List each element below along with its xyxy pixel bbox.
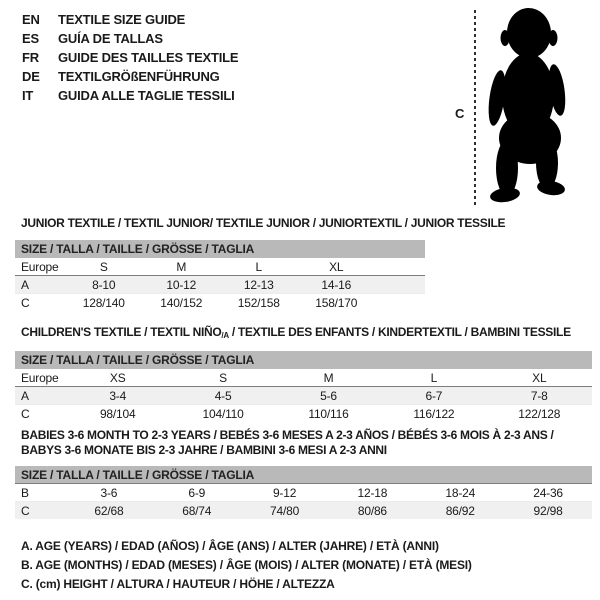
size-cell: L (220, 258, 298, 276)
size-cell: 158/170 (315, 295, 358, 310)
size-cell: 98/104 (99, 406, 136, 421)
size-cell: M (143, 258, 221, 276)
size-cell: 6-7 (381, 387, 486, 405)
size-header-label: SIZE / TALLA / TAILLE / GRÖSSE / TAGLIA (21, 353, 255, 367)
size-cell: 10-12 (143, 276, 221, 294)
size-cell: 12-18 (328, 484, 416, 502)
children-textile-section (15, 325, 592, 422)
filler-cell (375, 276, 425, 294)
size-header-label: SIZE / TALLA / TAILLE / GRÖSSE / TAGLIA (21, 242, 255, 256)
size-cell: 14-16 (298, 276, 376, 294)
table-row (15, 369, 592, 387)
size-cell: 80/86 (328, 502, 416, 520)
size-cell: 3-4 (65, 387, 170, 405)
size-cell: 12-13 (220, 276, 298, 294)
table-title: CHILDREN'S TEXTILE / TEXTIL $NIÑO_{/A}$ / TEXTILE DES ENFANTS / KINDERTEXTIL / BAMBINI TESSILE (21, 325, 571, 340)
size-cell: 92/98 (504, 502, 592, 520)
table-title: BABIES 3-6 MONTH TO 2-3 YEARS / BEBÉS 3-6 MESES A 2-3 AÑOS / BÉBÉS 3-6 MOIS À 2-3 ANS / BABYS 3-6 MONATE BIS 2-3 JAHRE / BAMBINI 3-6 MESI A 2-3 ANNI (21, 428, 554, 457)
table-row (15, 258, 425, 276)
size-cell: 18-24 (416, 484, 504, 502)
babies-size-table (15, 484, 592, 519)
size-cell: S (65, 258, 143, 276)
row-label: C (21, 295, 30, 310)
size-header-label: SIZE / TALLA / TAILLE / GRÖSSE / TAGLIA (21, 468, 255, 482)
row-label: Europe (15, 258, 65, 276)
language-code: EN (22, 12, 40, 27)
size-cell: 128/140 (82, 295, 125, 310)
size-cell: 86/92 (416, 502, 504, 520)
filler-cell (375, 258, 425, 276)
filler-cell (375, 294, 425, 312)
language-label: GUÍA DE TALLAS (58, 31, 163, 46)
size-cell: S (170, 369, 275, 387)
language-code: ES (22, 31, 39, 46)
size-cell: 9-12 (241, 484, 329, 502)
language-code: IT (22, 88, 34, 103)
language-code: FR (22, 50, 39, 65)
toddler-silhouette (483, 6, 575, 208)
language-row (22, 10, 238, 29)
height-measure-dashed-line (474, 10, 476, 206)
size-cell: 24-36 (504, 484, 592, 502)
language-code: DE (22, 69, 40, 84)
row-label: A (15, 387, 65, 405)
babies-textile-section (15, 428, 592, 519)
size-cell: XL (298, 258, 376, 276)
size-cell: 140/152 (160, 295, 203, 310)
table-title: JUNIOR TEXTILE / TEXTIL JUNIOR/ TEXTILE JUNIOR / JUNIORTEXTIL / JUNIOR TESSILE (21, 216, 506, 230)
table-row (15, 484, 592, 502)
children-size-table (15, 369, 592, 422)
language-label: TEXTILE SIZE GUIDE (58, 12, 186, 27)
language-label: GUIDA ALLE TAGLIE TESSILI (58, 88, 235, 103)
size-header-bar (15, 351, 592, 369)
size-cell: 152/158 (237, 295, 280, 310)
footnotes (21, 537, 472, 594)
footnote: C. (cm) HEIGHT / ALTURA / HAUTEUR / HÖHE / ALTEZZA (21, 577, 335, 591)
language-row (22, 67, 238, 86)
language-label: GUIDE DES TAILLES TEXTILE (58, 50, 239, 65)
language-row (22, 48, 238, 67)
size-header-bar (15, 466, 592, 484)
row-label: B (15, 484, 65, 502)
size-cell: 104/110 (202, 406, 244, 421)
table-row (15, 387, 592, 405)
language-header (22, 10, 238, 105)
table-row (15, 405, 592, 423)
size-cell: 116/122 (413, 406, 455, 421)
size-cell: XS (65, 369, 170, 387)
table-row (15, 502, 592, 520)
size-cell: XL (487, 369, 592, 387)
size-cell: 62/68 (65, 502, 153, 520)
size-cell: 7-8 (487, 387, 592, 405)
size-cell: 8-10 (65, 276, 143, 294)
junior-textile-section (15, 216, 506, 311)
footnote: B. AGE (MONTHS) / EDAD (MESES) / ÂGE (MOIS) / ALTER (MONATE) / ETÀ (MESI) (21, 558, 472, 572)
size-cell: 68/74 (153, 502, 241, 520)
row-label: C (15, 502, 65, 520)
size-cell: M (276, 369, 381, 387)
language-row (22, 86, 238, 105)
size-cell: 6-9 (153, 484, 241, 502)
row-label: A (15, 276, 65, 294)
size-cell: 4-5 (170, 387, 275, 405)
size-header-bar (15, 240, 425, 258)
size-cell: 5-6 (276, 387, 381, 405)
row-label: C (21, 406, 30, 421)
size-cell: 74/80 (241, 502, 329, 520)
footnote: A. AGE (YEARS) / EDAD (AÑOS) / ÂGE (ANS) / ALTER (JAHRE) / ETÀ (ANNI) (21, 539, 439, 553)
table-row (15, 294, 425, 312)
size-cell: 122/128 (518, 406, 561, 421)
size-cell: 3-6 (65, 484, 153, 502)
table-row (15, 276, 425, 294)
row-label: Europe (15, 369, 65, 387)
language-label: TEXTILGRÖßENFÜHRUNG (58, 69, 220, 84)
size-cell: L (381, 369, 486, 387)
language-row (22, 29, 238, 48)
junior-size-table (15, 258, 425, 311)
height-measure-label: C (455, 106, 465, 121)
size-cell: 110/116 (308, 406, 349, 421)
